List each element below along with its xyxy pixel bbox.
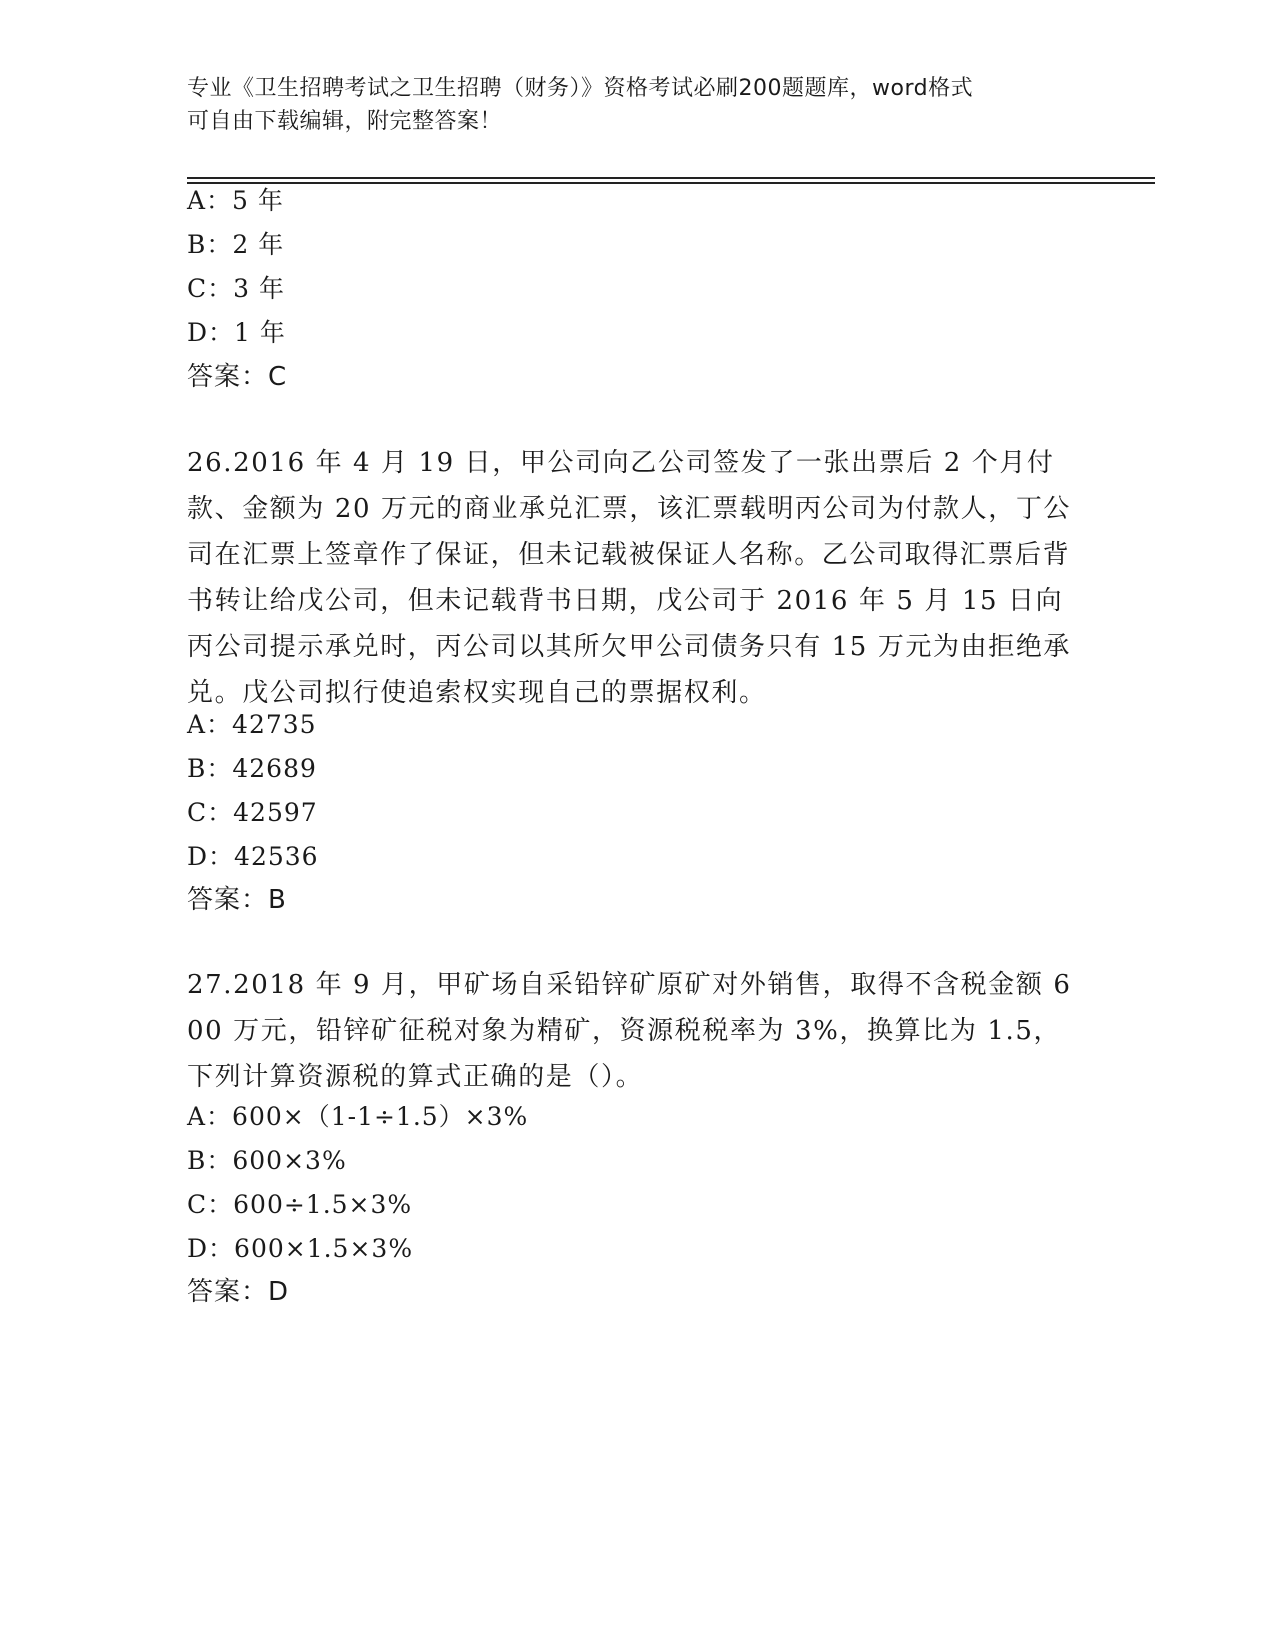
option-a: A：600×（1-1÷1.5）×3% [187, 1102, 529, 1131]
option-a: A：42735 [187, 710, 317, 739]
option-c: C：600÷1.5×3% [187, 1190, 413, 1219]
question-26-stem: 26.2016 年 4 月 19 日，甲公司向乙公司签发了一张出票后 2 个月付款、金额为 20 万元的商业承兑汇票，该汇票载明丙公司为付款人，丁公司在汇票上签章作了保证，但未记载被保证人名称。乙公司取得汇票后背书转让给戊公司，但未记载背书日期，戊公司于 2016 年 5 月 15 日向丙公司提示承兑时，丙公司以其所欠甲公司债务只有 15 万元为由拒绝承兑。戊公司拟行使追索权实现自己的票据权利。 [187, 448, 1072, 708]
option-d: D：42536 [187, 842, 319, 871]
answer: 答案：B [187, 885, 287, 915]
header-title-line-2: 可自由下载编辑，附完整答案！ [187, 109, 503, 134]
option-b: B：600×3% [187, 1146, 347, 1175]
option-b: B：42689 [187, 754, 317, 783]
option-c: C：3 年 [187, 274, 285, 303]
header-title-line-1: 专业《卫生招聘考试之卫生招聘（财务）》资格考试必刷200题题库，word格式 [187, 76, 974, 101]
answer: 答案：C [187, 362, 288, 392]
header-divider-bottom [187, 182, 1155, 184]
option-a: A：5 年 [187, 186, 284, 215]
header-divider-top [187, 177, 1155, 179]
answer: 答案：D [187, 1277, 290, 1307]
option-c: C：42597 [187, 798, 318, 827]
document-header [187, 72, 1067, 138]
option-d: D：1 年 [187, 318, 286, 347]
question-27-stem: 27.2018 年 9 月，甲矿场自采铅锌矿原矿对外销售，取得不含税金额 600 万元，铅锌矿征税对象为精矿，资源税税率为 3%，换算比为 1.5，下列计算资源税的算式正确的是（）。 [187, 970, 1072, 1092]
option-d: D：600×1.5×3% [187, 1234, 414, 1263]
option-b: B：2 年 [187, 230, 285, 259]
